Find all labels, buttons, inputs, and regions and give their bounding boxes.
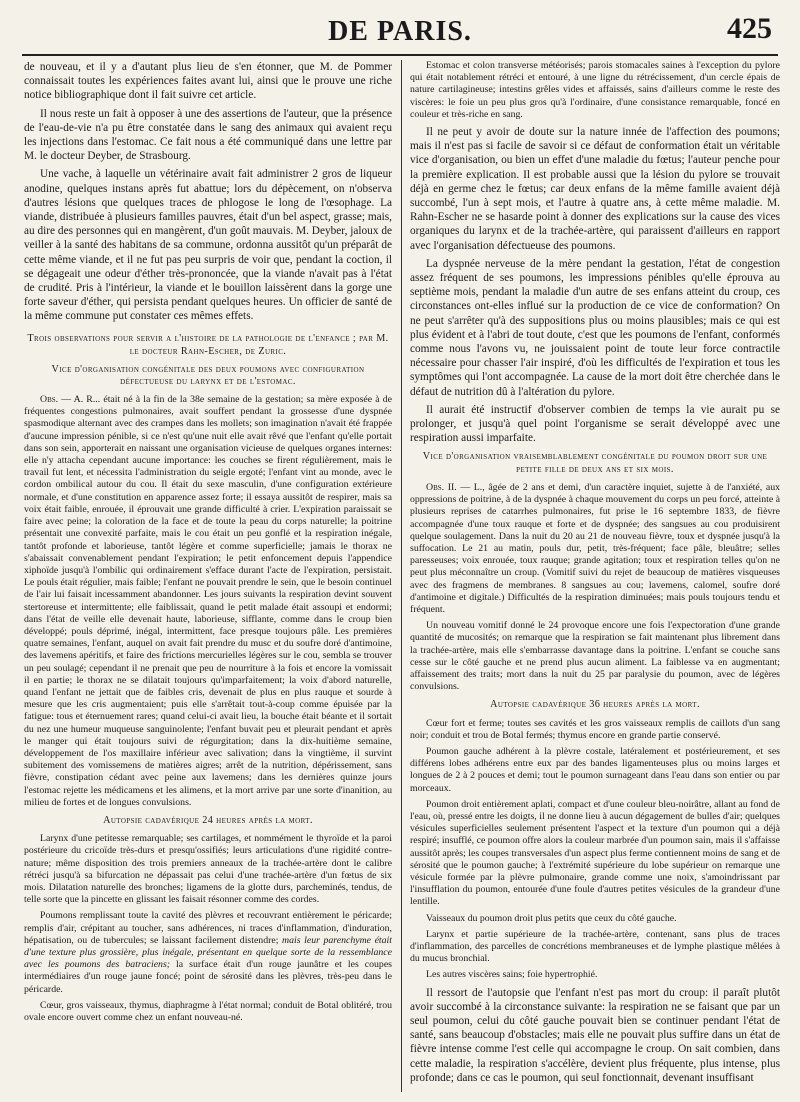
paragraph: Estomac et colon transverse météorisés; parois stomacales saines à l'exception du pylore qui était notablement rétréci et entouré, à une ligne du rétrécissement, d'un cercle épais de nature cartilagineuse; intestins grêles vides et affaissés, sains d'ailleurs comme le reste des viscères: le foie un peu plus gros qu'à l'ordinaire, d'une consistance remarquable, foncé en couleur et très-riche en sang.	[410, 60, 780, 120]
paragraph	[24, 910, 392, 995]
text-run: la surface était d'un rouge jaunâtre et les coupes intermédiaires d'un rouge jaune foncé; point de sérosité dans les plèvres, très-peu dans le péricarde.	[24, 959, 392, 995]
paragraph: Cœur fort et ferme; toutes ses cavités et les gros vaisseaux remplis de caillots d'un sang noir; conduit et trou de Botal fermés; thymus encore en grande partie conservé.	[410, 717, 780, 741]
page-number: 425	[727, 12, 772, 45]
paragraph: Les autres viscères sains; foie hypertrophié.	[426, 969, 598, 981]
paragraph: Vaisseaux du poumon droit plus petits que ceux du côté gauche.	[426, 912, 677, 924]
autopsy-title: Autopsie cadavérique 36 heures après la mort.	[490, 699, 700, 711]
left-column	[24, 60, 392, 1094]
observation-1	[24, 394, 392, 809]
observation-text: était né à la fin de la 38e semaine de la gestation; sa mère exposée à de fréquentes congestions pulmonaires, avait souffert pendant la grossesse d'une dyspnée spasmodique alternant avec des crampes dans les mollets; son imagination n'avait été frappée d'aucune impression pénible, si ce n'est qu'une nuit elle avait rêvé que l'enfant qu'elle portait dans son sein, apporterait en naissant une organisation vicieuse de quelques organes internes: elle n'y attacha cependant aucune importance: les couches se firent régulièrement, mais le travail fut lent, et nécessita l'administration du seigle ergoté; l'enfant vint au monde, avec le cordon ombilical autour du cou. Il était du sexe masculin, d'une configuration extérieure normale, et d'une constitution en apparence assez forte; il essaya aussitôt de respirer, mais sa voix était faible, enrouée, il éprouvait une grande difficulté à crier. L'expiration paraissait se faire avec peine; la coloration de la face et de toute la peau du corps naturelle; la poitrine présentait une convexité parfaite, mais le cou était un peu gonflé et la respiration inégale, tantôt profonde et laborieuse, tantôt légère et comme superficielle; jamais le thorax ne s'abaissait convenablement pendant l'expiration; le petit enfoncement depuis l'appendice xiphoïde jusqu'à l'ombilic qui ordinairement s'efface durant l'acte de l'expiration, persistait. Le pouls était régulier, mais faible; l'enfant ne pouvait prendre le sein, que le besoin continuel de l'air lui faisait incessamment abandonner. Les jours suivants la respiration devint souvent stertoreuse et intermittente; elle faiblissait, quand le petit malade était assoupi et endormi; dans l'état de veille elle devenait haute, laborieuse, sifflante, comme dans le croup bien développé; pouls déprimé, inégal, intermittent, face presque toujours pâle. Les premières quatre semaines, l'enfant, auquel on avait fait prendre du musc et du soufre doré d'antimoine, des lavemens apéritifs, et faire des frictions mercurielles légères sur le cou, sembla se trouver un peu soulagé; cependant il ne prenait que peu de nourriture à la fois et encore la vomissait il en partie; le thorax ne se dilatait toujours qu'imparfaitement; la voix d'abord naturelle, quand l'enfant ne jettait que de faibles cris, devenait de plus en plus rauque et sourde à mesure que les cris augmentaient; puis elle s'arrêtait tout-à-coup comme épuisée par la fatigue: tous et éternuement rares; quand celui-ci avait lieu, la bouche était béante et il sortait du nez une humeur muqueuse sanguinolente; l'enfant buvait peu et pleurait pendant et après le manger qui était toujours suivi de régurgitation; dans la dix-huitième semaine, développement de l'os maxillaire inférieur avec salivation; dans la vingtième, il survint subitement des vomissemens de matières aigres; arrêt de la nutrition, dépérissement, sans fièvre, constipation cédant avec peine aux lavemens; dans les dernières quinze jours l'estomac rejette les médicamens et les alimens, et la mort arrive par une sorte d'inanition, au milieu de fortes et de longues convulsions.	[24, 394, 392, 808]
observation-2	[410, 482, 780, 616]
right-column	[410, 60, 780, 1094]
article-title: Trois observations pour servir a l'histoire de la pathologie de l'enfance ; par M. le docteur Rahn-Escher, de Zuric.	[27, 332, 389, 357]
page-header	[0, 0, 800, 60]
running-title: DE PARIS.	[328, 16, 472, 47]
autopsy-title: Autopsie cadavérique 24 heures après la mort.	[103, 814, 313, 826]
paragraph: Poumon gauche adhérent à la plèvre costale, latéralement et postérieurement, et ses différens lobes adhérens entre eux par des bandes ligamenteuses plus ou moins larges et longues de 2 à 2 pouces et demi; tout le poumon surnageant dans l'eau dans son entier ou par morceaux.	[410, 745, 780, 794]
paragraph: Une vache, à laquelle un vétérinaire avait fait administrer 2 gros de liqueur anodine, quelques instans après fut abattue; lors du dépècement, on n'observa d'autres lésions que quelques traces de phlogose le long de l'œsophage. La viande, distribuée à plusieurs familles pauvres, était d'un bel aspect, grasse; mais, au dire des personnes qui en mangèrent, d'un goût mauvais. M. Deyber, jaloux de veiller à la santé des habitans de sa commune, ordonna aussitôt qu'un préparât de cette même viande, et il ne fut pas peu surpris de voir que, pendant la coction, il se dégageait une odeur d'éther très-prononcée, que la viande n'avait pas à l'état de crudité. Pris à l'intérieur, la viande et le bouillon laissèrent dans la gorge une forte saveur d'éther, qui persista pendant quelques heures. Un officier de santé de la même commune put constater ces mêmes effets.	[24, 168, 392, 323]
column-divider	[401, 60, 402, 1092]
paragraph: Larynx et partie supérieure de la trachée-artère, contenant, sans plus de traces d'inflammation, des parcelles de concrétions membraneuses et de lymphe plastique mêlées à du mucus bronchial.	[410, 928, 780, 965]
observation-label: Obs. II. — L.,	[426, 481, 485, 493]
paragraph: Cœur, gros vaisseaux, thymus, diaphragme à l'état normal; conduit de Botal oblitéré, trou ovale encore ouvert comme chez un enfant nouveau-né.	[24, 999, 392, 1024]
italic-text-run: mais leur parenchyme était d'une texture plus grossière, plus inégale, présentant en quelque sorte de la ressemblance avec les poumons des batraciens;	[24, 934, 392, 971]
text-run: Poumons remplissant toute la cavité des plèvres et recouvrant entièrement le péricarde; remplis d'air, crépitant au toucher, sans adhérences, ni traces d'inflammation, d'induration, hépatisation, ou de tubercules; se laissant facilement distendre;	[24, 910, 392, 946]
subsection-title: Vice d'organisation vraisemblablement congénitale du poumon droit sur une petite fille de deux ans et six mois.	[422, 451, 768, 475]
paragraph: Il ne peut y avoir de doute sur la nature innée de l'affection des poumons; mais il n'est pas si facile de savoir si ce défaut de conformation était un véritable vice d'organisation, ou bien un effet d'une maladie du fœtus; l'auteur penche pour la première explication. Il est probable aussi que la lésion du pylore se trouvait déjà en germe chez le fœtus; car deux enfans de la même famille avaient déjà succombé, l'un à sept mois, et l'autre à quatre ans, à cette même maladie. M. Rahn-Escher ne se hasarde point à donner des explications sur la cause des vices organiques du larynx et de la trachée-artère, qui paraissent d'ailleurs en rapport avec l'organisation défectueuse des poumons.	[410, 126, 780, 252]
paragraph: Un nouveau vomitif donné le 24 provoque encore une fois l'expectoration d'une grande quantité de mucosités; on remarque que la respiration se fait maintenant plus librement dans la trachée-artère, mais elle s'embarrasse davantage dans la poitrine. L'enfant se couche sans cesse sur le côté gauche et ne prend plus aucun aliment. La faiblesse va en augmentant; affaissement des traits; mort dans la nuit du 25 par paralysie du poumon, avec de légères convulsions.	[410, 620, 780, 693]
paragraph: Poumon droit entièrement aplati, compact et d'une couleur bleu-noirâtre, allant au fond de l'eau, où, pressé entre les doigts, il ne donne lieu à aucun dégagement de bulles d'air; quelques vésicules superficielles seulement présentent l'aspect et la texture d'un poumon qui a déjà respiré; insufflé, ce poumon offre alors la couleur marbrée d'un poumon sain, mais il s'affaisse aussitôt après; les coupes transversales d'un aspect plus ferme contiennent moins de sang et de sérosité que le poumon gauche; à l'extrémité supérieure du lobe supérieur on remarque une vésicule formée par la plèvre pulmonaire, grande comme une noix, s'amoindrissant par l'insufflation du poumon, entourée d'une foule d'autres petites vésicules de la grandeur d'une lentille.	[410, 798, 780, 908]
paragraph: Il ressort de l'autopsie que l'enfant n'est pas mort du croup: il paraît plutôt avoir succombé à la circonstance suivante: la respiration ne se faisant que par un seul poumon, celui du côté gauche pouvait bien se continuer pendant l'état de santé, sans beaucoup d'obstacles; mais elle ne pouvait plus suffire dans un état de fièvre intense comme l'est celle qui accompagne le croup. On sait combien, dans cette maladie, la respiration s'accélère, devient plus fréquente, plus intense, plus profonde; dans ce cas le poumon, qui seul fonctionnait, devenant insuffisant	[410, 986, 780, 1084]
subsection-title: Vice d'organisation congénitale des deux poumons avec configuration défectueuse du larynx et de l'estomac.	[51, 363, 365, 387]
observation-label: Obs. — A. R...	[40, 394, 101, 406]
observation-text: âgée de 2 ans et demi, d'un caractère inquiet, sujette à de l'anxiété, aux oppressions de poitrine, à de la dyspnée à chaque mouvement du corps un peu forcé, atteinte à plusieurs reprises de catarrhes pulmonaires, fut prise le 16 septembre 1833, de fièvre accompagnée d'une toux rauque et forte et de dyspnée; des sangsues au cou produisirent quelque soulagement. Dans la nuit du 20 au 21 de nouveau fièvre, toux et dyspnée jusqu'à la suffocation. Le 21 au matin, pouls dur, petit, très-fréquent; face pâle, bleuâtre; selles paresseuses; voix enrouée, toux rauque; grande agitation; toux et respiration telles qu'on ne peut plus méconnaître un croup. (Vomitif suivi du rejet de beaucoup de matières visqueuses avec des fragmens de membranes. 8 sangsues au cou; lavemens, calomel, soufre doré d'antimoine et digitale.) Difficultés de la respiration diminuées; mais pouls toujours tendu et fréquent.	[410, 481, 780, 615]
paragraph: Il nous reste un fait à opposer à une des assertions de l'auteur, que la présence de l'eau-de-vie n'a pu être constatée dans le sang des animaux qui avaient reçu les injections dans l'estomac. Ce fait nous a été communiqué dans une lettre par M. le docteur Deyber, de Strasbourg.	[24, 107, 392, 163]
paragraph: de nouveau, et il y a d'autant plus lieu de s'en étonner, que M. de Pommer connaissait toutes les expériences faites avant lui, ainsi que le prouve une riche notice bibliographique dont il fait suivre cet article.	[24, 61, 392, 102]
paragraph: Il aurait été instructif d'observer combien de temps la vie aurait pu se prolonger, et jusqu'à quel point l'organisme se serait développé avec une respiration aussi imparfaite.	[410, 403, 780, 445]
header-rule	[22, 54, 778, 56]
paragraph: La dyspnée nerveuse de la mère pendant la gestation, l'état de congestion assez fréquent de ses poumons, les impressions pénibles qu'elle éprouva au septième mois, pendant la maladie d'un autre de ses enfans atteint du croup, ces circonstances ont-elles influé sur la production de ce vice de conformation? On ne peut s'arrêter qu'à des suppositions plus ou moins plausibles; mais ce qui est plus évident et à l'abri de tout doute, c'est que les poumons de l'enfant, conformés comme nous l'avons vu, ne jouissaient point de toute leur force contractile nécessaire pour chasser l'air inspiré, d'où les difficultés de l'expiration et tous les symptômes qui l'ont accompagnée. La cause de la mort doit être cherchée dans le défaut de nutrition dû à l'altération du pylore.	[410, 257, 780, 398]
paragraph: Larynx d'une petitesse remarquable; ses cartilages, et nommément le thyroïde et la paroi postérieure du cricoïde très-durs et presqu'ossifiés; leurs articulations d'une rigidité contre-nature; même disposition des trois premiers anneaux de la trachée-artère dont le calibre rétréci jusqu'à sa bifurcation ne dépassait pas celui d'une trachée-artère d'un fœtus de six mois. Dilatation naturelle des bronches; ligamens de la glotte durs, parcheminés, tendus, de telle sorte que la pincette en glissant les faisait résonner comme des cordes.	[24, 833, 392, 906]
